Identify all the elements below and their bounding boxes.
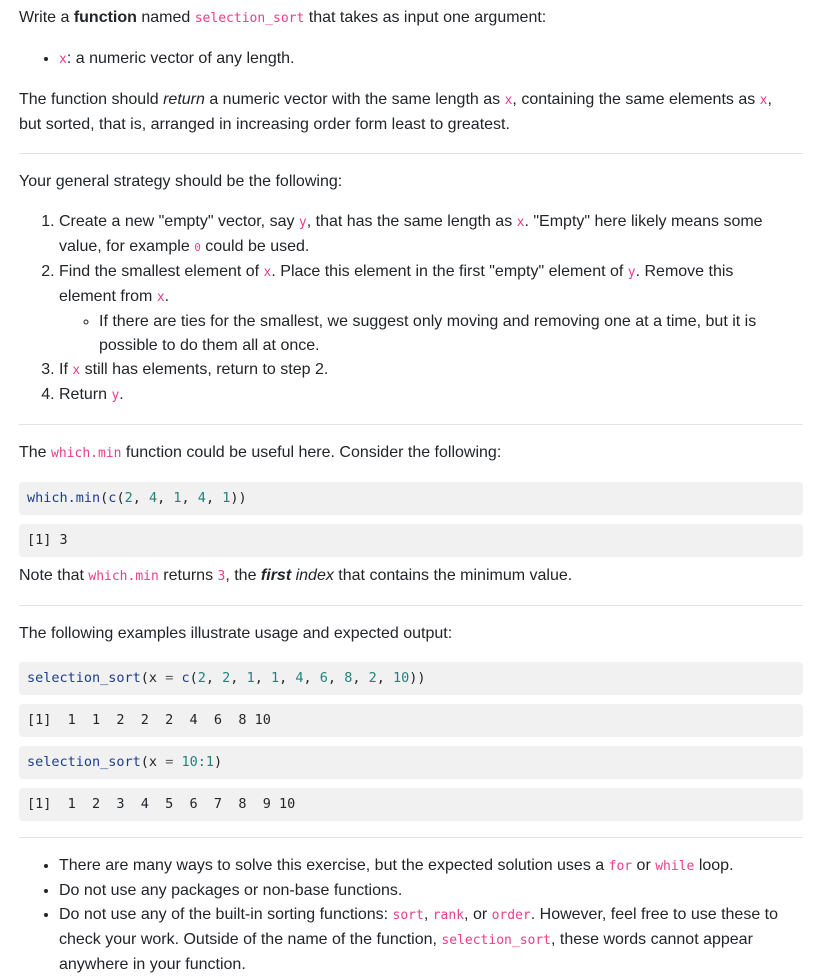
divider	[19, 424, 803, 425]
code-block	[19, 746, 803, 779]
text: The	[19, 444, 52, 461]
text: , that has the same length as	[306, 213, 517, 230]
strategy-steps	[19, 210, 803, 408]
code-block: which.min(c(2, 4, 1, 4, 1))	[19, 482, 803, 515]
code-number: 2	[222, 670, 231, 686]
text: . "Empty" here likely means some	[524, 213, 763, 230]
inline-code: rank	[432, 908, 465, 923]
code-number: 10:1	[181, 754, 214, 770]
code-number: 1	[222, 490, 231, 506]
text: . Place this element in the first "empty" element of	[271, 263, 628, 280]
argument-list	[19, 47, 803, 72]
text: .	[164, 288, 170, 305]
list-item	[99, 310, 803, 358]
text: named	[136, 9, 195, 26]
text: returns	[158, 567, 218, 584]
code-number: 4	[295, 670, 304, 686]
list-item	[59, 903, 803, 977]
text: or	[632, 857, 656, 874]
list-item	[59, 47, 803, 72]
text: loop.	[694, 857, 734, 874]
code-number: 2	[124, 490, 133, 506]
code-function: which.min	[27, 490, 101, 506]
strategy-heading: Your general strategy should be the following:	[19, 173, 343, 190]
code-number: 6	[319, 670, 328, 686]
code-function: selection_sort	[27, 670, 141, 686]
inline-code: x	[516, 215, 525, 230]
text: , the	[225, 567, 261, 584]
code-number: 1	[173, 490, 182, 506]
inline-code: selection_sort	[194, 11, 305, 26]
text: . Remove this	[635, 263, 734, 280]
code-punct: (x	[140, 670, 166, 686]
output-block: [1] 1 2 3 4 5 6 7 8 9 10	[19, 788, 803, 821]
inline-code: x	[263, 265, 272, 280]
divider	[19, 605, 803, 606]
inline-code: which.min	[88, 569, 159, 584]
code-punct: (x	[140, 754, 166, 770]
code-number: 1	[270, 670, 280, 686]
list-item: • Do not use any packages or non-base functions.	[59, 879, 803, 903]
text: check your work. Outside of the name of the function,	[59, 931, 442, 948]
emphasis-text: return	[163, 91, 205, 108]
list-item	[59, 210, 803, 260]
code-punct: )	[213, 754, 223, 770]
list-item	[59, 854, 803, 879]
list-item	[59, 383, 803, 408]
inline-code: x	[759, 93, 768, 108]
inline-code: x	[156, 290, 165, 305]
list-item	[59, 260, 803, 358]
code-number: 4	[197, 490, 206, 506]
inline-code: while	[655, 859, 695, 874]
rules-list	[19, 854, 803, 977]
code-operator: =	[165, 754, 174, 770]
text: , these words cannot appear	[551, 931, 753, 948]
text: but sorted, that is, arranged in increasing order form least to greatest.	[19, 116, 510, 133]
code-number: 2	[197, 670, 206, 686]
list-item	[59, 358, 803, 383]
whichmin-paragraph	[19, 441, 803, 466]
text: function could be useful here. Consider the following:	[121, 444, 502, 461]
inline-code: 0	[194, 241, 201, 254]
code-function: c	[181, 670, 190, 686]
intro-paragraph	[19, 6, 803, 31]
text: There are many ways to solve this exercise, but the expected solution uses a	[59, 857, 609, 874]
text: still has elements, return to step 2.	[80, 361, 329, 378]
text: value, for example	[59, 238, 195, 255]
text: element from	[59, 288, 157, 305]
text: a numeric vector with the same length as	[204, 91, 505, 108]
text: Note that	[19, 567, 89, 584]
text: ,	[767, 91, 772, 108]
text: If	[59, 361, 73, 378]
text: possible to do them all at once.	[99, 337, 320, 354]
text: anywhere in your function.	[59, 956, 246, 973]
text: : a numeric vector of any length.	[66, 50, 295, 67]
divider	[19, 153, 803, 154]
return-paragraph	[19, 88, 803, 137]
text: that contains the minimum value.	[333, 567, 573, 584]
output-block: [1] 3	[19, 524, 803, 557]
text: Create a new "empty" vector, say	[59, 213, 299, 230]
inline-code: y	[627, 265, 636, 280]
inline-code: sort	[392, 908, 424, 923]
inline-code: x	[72, 363, 81, 378]
text: Find the smallest element of	[59, 263, 264, 280]
text: could be used.	[200, 238, 310, 255]
code-punct: (	[100, 490, 109, 506]
output-block: [1] 1 1 2 2 2 4 6 8 10	[19, 704, 803, 737]
inline-code: y	[111, 388, 120, 403]
inline-code: x	[504, 93, 513, 108]
code-number: 4	[148, 490, 158, 506]
inline-code: y	[298, 215, 307, 230]
sub-list	[59, 310, 803, 358]
code-number: 8	[344, 670, 353, 686]
text: If there are ties for the smallest, we suggest only moving and removing one at a time, but it is	[99, 313, 757, 330]
code-number: 10	[393, 670, 410, 686]
bold-text: function	[73, 9, 137, 26]
code-function: c	[108, 490, 117, 506]
note-paragraph	[19, 564, 803, 589]
code-number: 2	[368, 670, 377, 686]
code-block: selection_sort(x = c(2, 2, 1, 1, 4, 6, 8, 2, 10))	[19, 662, 803, 695]
text: , or	[464, 906, 492, 923]
examples-heading: The following examples illustrate usage and expected output:	[19, 625, 453, 642]
inline-code: selection_sort	[441, 933, 551, 948]
inline-code: x	[59, 52, 67, 67]
text: Do not use any of the built-in sorting functions:	[59, 906, 393, 923]
code-number: 1	[246, 670, 255, 686]
text: that takes as input one argument:	[304, 9, 547, 26]
code-punct: (	[116, 490, 125, 506]
inline-code: order	[491, 908, 531, 923]
text: .	[119, 386, 124, 403]
text: . However, feel free to use these to	[530, 906, 778, 923]
text: The function should	[19, 91, 164, 108]
inline-code: for	[608, 859, 633, 874]
text: ,	[423, 906, 433, 923]
text: , containing the same elements as	[512, 91, 760, 108]
inline-code: 3	[217, 569, 226, 584]
bold-emphasis: first	[260, 567, 292, 584]
code-operator: =	[165, 670, 174, 686]
text: Return	[59, 386, 112, 403]
code-punct: ))	[230, 490, 247, 506]
text: Write a	[19, 9, 74, 26]
emphasis-text: index	[291, 567, 334, 584]
inline-code: which.min	[51, 446, 122, 461]
divider	[19, 837, 803, 838]
code-function: selection_sort	[27, 754, 141, 770]
